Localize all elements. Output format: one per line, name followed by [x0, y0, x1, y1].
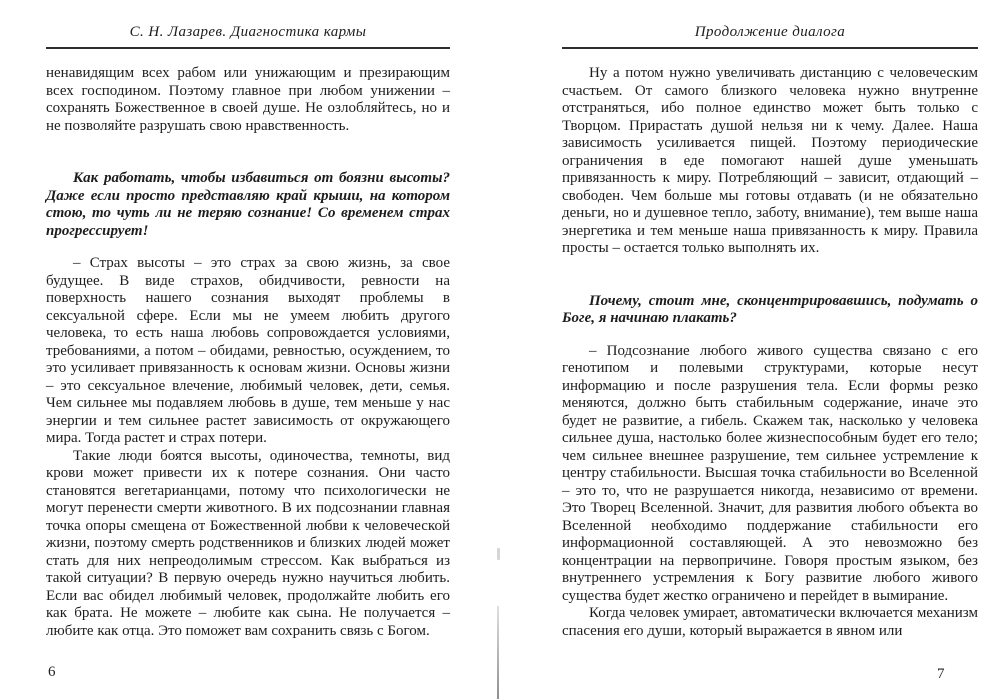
- body-paragraph-answer: – Подсознание любого живого существа связано с его генотипом и полевыми структурами, которые несут информацию и после разрушения тела. Если формы резко меняются, должно быть стабильным содержание, иначе это будет не развитие, а гибель. Скажем так, насколько у человека сильнее душа, настолько более жизнеспособным будет его тело; чем сильнее внешнее разрушение, тем сильнее устремление к центру стабильности. Высшая точка стабильности во Вселенной – это то, что не разрушается никогда, независимо от времени. Это Творец Вселенной. Значит, для развития любого объекта во Вселенной необходимо поддержание стабильности его информационной составляющей. А это невозможно без концентрации на первопричине. Говоря простым языком, без внутреннего устремления к Богу развитие любого живого существа будет жестко ограничено и перейдет в вымирание.: [562, 342, 978, 604]
- page-left-body: [46, 65, 450, 640]
- question-paragraph: Как работать, чтобы избавиться от боязни высоты? Даже если просто представляю край крыши, на котором стою, то чуть ли не теряю сознание! Со временем страх прогрессирует!: [46, 170, 450, 239]
- question-paragraph: Почему, стоит мне, сконцентрировавшись, подумать о Боге, я начинаю плакать?: [562, 292, 978, 326]
- page-right-body: [562, 65, 978, 640]
- page-left: [46, 22, 450, 640]
- running-header-right: Продолжение диалога: [562, 22, 978, 49]
- page-number-left: 6: [48, 664, 56, 680]
- spine-shadow: [497, 606, 499, 699]
- body-paragraph-answer: Такие люди боятся высоты, одиночества, темноты, вид крови может привести их к потере сознания. Они часто становятся вегетарианцами, потому что психологически не могут перенести смерти животного. В их подсознании главная точка опоры смещена от Божественной любви к человеческой жизни, поэтому смерть родственников и близких людей может стать для них непреодолимым стрессом. Как выбраться из такой ситуации? В первую очередь нужно научиться любить. Если вас обидел любимый человек, продолжайте любить его как брата. Не можете – любите как сына. Не получается – любите как отца. Это поможет вам сохранить связь с Богом.: [46, 447, 450, 639]
- page-right: [562, 22, 978, 640]
- spine-scan-speck: [497, 548, 500, 560]
- body-paragraph-continuation: ненавидящим всех рабом или унижающим и презирающим всех господином. Поэтому главное при любом унижении – сохранять Божественное в своей душе. Не озлобляйтесь, но и не позволяйте разрушать свою нравственность.: [46, 65, 450, 134]
- body-paragraph-opening: Ну а потом нужно увеличивать дистанцию с человеческим счастьем. От самого близкого человека нужно внутренне отстраняться, ибо полное единство может быть только с Творцом. Прирастать душой нельзя ни к чему. Далее. Наша зависимость усиливается пищей. Поэтому периодические ограничения в еде помогают нашей душе уменьшать привязанность к миру. Потребляющий – зависит, отдающий – свободен. Чем больше мы готовы отдавать (и не обязательно деньги, но и душевное тепло, заботу, внимание), тем выше наша энергетика и тем меньше наша привязанность к миру. Правила просты – остается только выполнять их.: [562, 65, 978, 256]
- page-number-right: 7: [937, 666, 945, 682]
- running-header-left: С. Н. Лазарев. Диагностика кармы: [46, 22, 450, 49]
- body-paragraph-answer: Когда человек умирает, автоматически включается механизм спасения его души, который выражается в явном или: [562, 605, 978, 639]
- body-paragraph-answer: – Страх высоты – это страх за свою жизнь, за свое будущее. В виде страхов, обидчивости, ревности на поверхность нашего сознания выходят проблемы в сексуальной сфере. Если мы не умеем любить другого человека, то есть наша любовь сопровождается условиями, требованиями, а потом – обидами, ревностью, осуждением, то это усиливает привязанность к основам жизни. Основы жизни – это сексуальное влечение, любимый человек, дети, семья. Чем сильнее мы подавляем любовь в душе, тем меньше у нас энергии и тем сильнее растет зависимость от окружающего мира. Тогда растет и страх потери.: [46, 255, 450, 446]
